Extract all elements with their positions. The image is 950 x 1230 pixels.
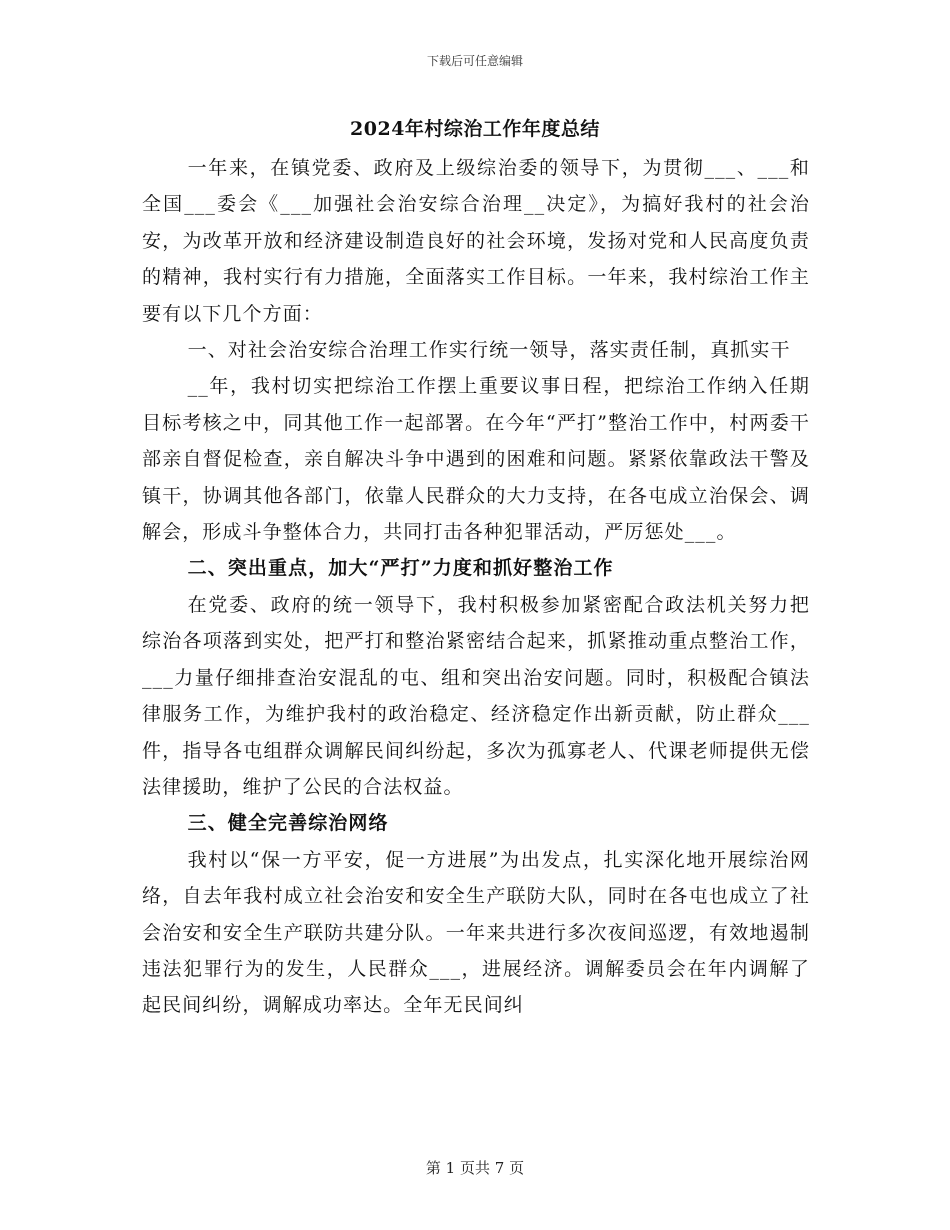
- section-3-heading: 三、健全完善综治网络: [187, 812, 389, 835]
- section-2-paragraph: 在党委、政府的统一领导下，我村积极参加紧密配合政法机关努力把综治各项落到实处，把严打和整治紧密结合起来，抓紧推动重点整治工作，___力量仔细排查治安混乱的屯、组和突出治安问题。同时，积极配合镇法律服务工作，为维护我村的政治稳定、经济稳定作出新贡献，防止群众___件，指导各屯组群众调解民间纠纷起，多次为孤寡老人、代课老师提供无偿法律援助，维护了公民的合法权益。: [142, 593, 810, 798]
- document-body: [142, 150, 810, 1024]
- page-number: 第 1 页共 7 页: [425, 1159, 525, 1177]
- intro-paragraph: 一年来，在镇党委、政府及上级综治委的领导下，为贯彻___、___和全国___委会《___加强社会治安综合治理__决定》，为搞好我村的社会治安，为改革开放和经济建设制造良好的社会环境，发扬对党和人民高度负责的精神，我村实行有力措施，全面落实工作目标。一年来，我村综治工作主要有以下几个方面：: [142, 157, 810, 325]
- document-title: 2024年村综治工作年度总结: [350, 118, 600, 140]
- section-3-paragraph: 我村以“保一方平安，促一方进展”为出发点，扎实深化地开展综治网络，自去年我村成立社会治安和安全生产联防大队，同时在各屯也成立了社会治安和安全生产联防共建分队。一年来共进行多次夜间巡逻，有效地遏制违法犯罪行为的发生，人民群众___，进展经济。调解委员会在年内调解了起民间纠纷，调解成功率达。全年无民间纠: [142, 848, 810, 1017]
- section-1-heading: 一、对社会治安综合治理工作实行统一领导，落实责任制，真抓实干: [187, 339, 791, 362]
- page-header-note: 下载后可任意编辑: [426, 54, 523, 68]
- section-2-heading: 二、突出重点，加大“严打”力度和抓好整治工作: [187, 557, 614, 580]
- section-1-paragraph: __年，我村切实把综治工作摆上重要议事日程，把综治工作纳入任期目标考核之中，同其他工作一起部署。在今年“严打”整治工作中，村两委干部亲自督促检查，亲自解决斗争中遇到的困难和问题。紧紧依靠政法干警及镇干，协调其他各部门，依靠人民群众的大力支持，在各屯成立治保会、调解会，形成斗争整体合力，共同打击各种犯罪活动，严厉惩处___。: [142, 375, 810, 544]
